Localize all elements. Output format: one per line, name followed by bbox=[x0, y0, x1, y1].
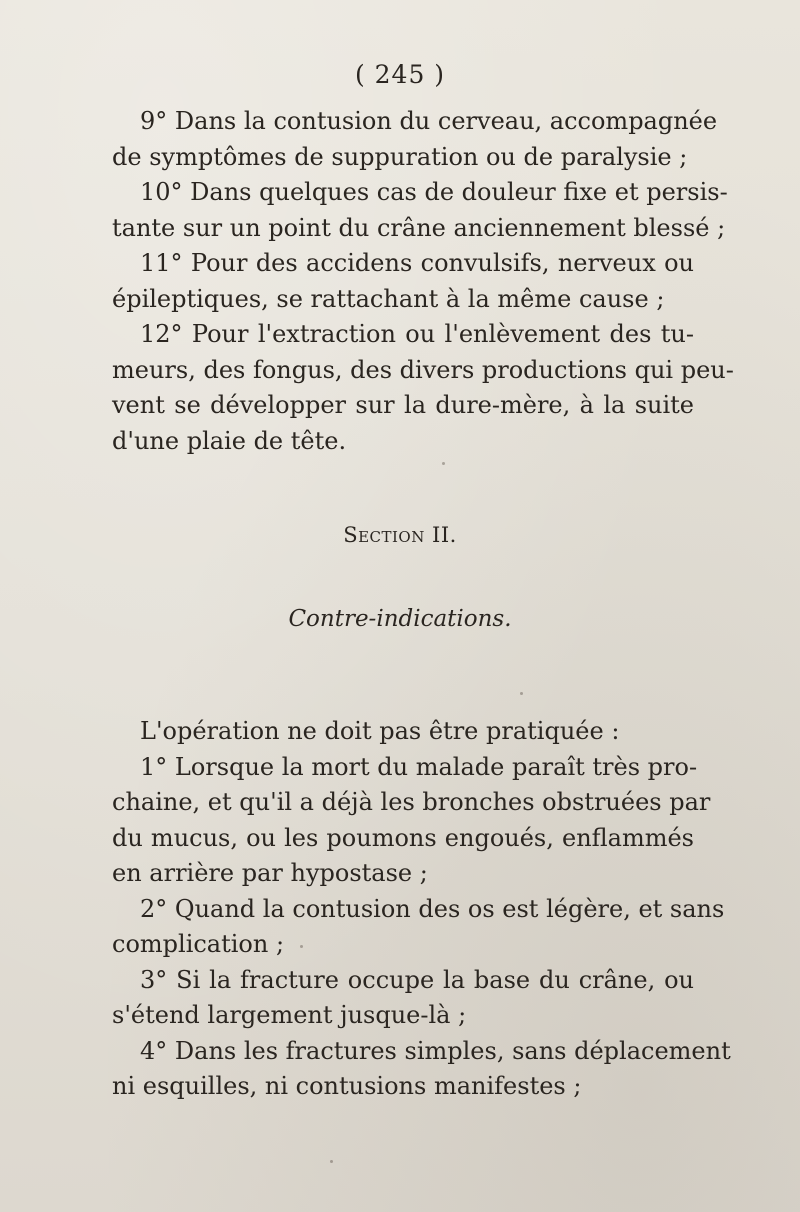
section-heading: Section II. bbox=[343, 523, 457, 547]
text-line: tante sur un point du crâne anciennement blessé ; bbox=[112, 213, 726, 242]
text-line: épileptiques, se rattachant à la même cause ; bbox=[112, 284, 665, 313]
paper-speck bbox=[520, 692, 523, 695]
text-line: chaine, et qu'il a déjà les bronches obstruées par bbox=[112, 788, 711, 816]
paper-speck bbox=[300, 945, 303, 948]
text-line: 1° Lorsque la mort du malade paraît très pro- bbox=[140, 752, 698, 781]
paper-speck bbox=[330, 1160, 333, 1163]
text-line: de symptômes de suppuration ou de paralysie ; bbox=[112, 142, 688, 171]
page-number: ( 245 ) bbox=[354, 60, 446, 89]
text-line: s'étend largement jusque-là ; bbox=[112, 1001, 467, 1029]
top-paragraph-block bbox=[112, 104, 734, 459]
text-line: 12° Pour l'extraction ou l'enlèvement des tu- bbox=[140, 320, 694, 348]
text-line: ni esquilles, ni contusions manifestes ; bbox=[112, 1072, 582, 1100]
paper-speck bbox=[442, 462, 445, 465]
text-line: vent se développer sur la dure-mère, à la suite bbox=[112, 391, 694, 419]
text-line: meurs, des fongus, des divers productions qui peu- bbox=[112, 355, 734, 384]
text-line: en arrière par hypostase ; bbox=[112, 859, 428, 887]
text-line: d'une plaie de tête. bbox=[112, 426, 347, 455]
text-line: 9° Dans la contusion du cerveau, accompagnée bbox=[140, 107, 718, 135]
text-line: du mucus, ou les poumons engoués, enflammés bbox=[112, 823, 694, 852]
text-line: 3° Si la fracture occupe la base du crâne, ou bbox=[140, 965, 694, 994]
intro-line: L'opération ne doit pas être pratiquée : bbox=[140, 717, 620, 745]
text-line: 4° Dans les fractures simples, sans déplacement bbox=[140, 1036, 731, 1065]
text-line: 10° Dans quelques cas de douleur fixe et persis- bbox=[140, 178, 728, 206]
text-line: 2° Quand la contusion des os est légère, et sans bbox=[140, 894, 725, 923]
text-line: 11° Pour des accidens convulsifs, nerveux ou bbox=[140, 249, 694, 277]
bottom-paragraph-block bbox=[112, 714, 731, 1105]
text-line: complication ; bbox=[112, 930, 285, 958]
section-subheading: Contre-indications. bbox=[288, 606, 512, 632]
